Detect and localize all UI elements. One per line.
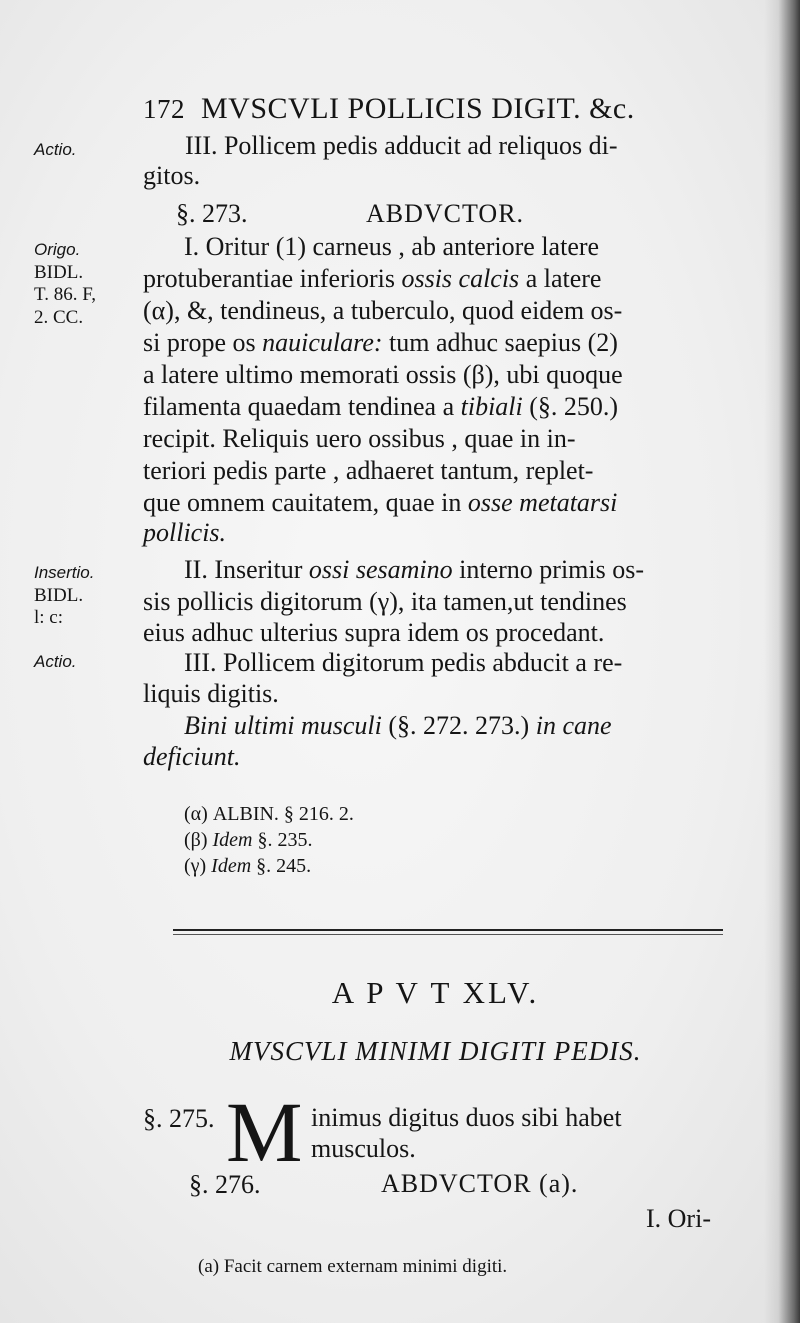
chapter-subtitle: MVSCVLI MINIMI DIGITI PEDIS. [229,1036,642,1066]
text-line: liquis digitis. [143,679,279,708]
margin-note-origo: Origo. [34,240,81,259]
divider-rule [173,929,723,931]
text-span: si prope os [143,328,256,357]
footnote-mark: (β) [184,829,208,851]
footnote-text: Idem [212,829,253,851]
text-span: nauiculare: [262,328,383,357]
divider-rule [173,934,723,935]
text-line [143,392,618,422]
text-span: pollicis. [143,518,227,547]
footnote-mark: (γ) [184,855,207,877]
text-line: recipit. Reliquis uero ossibus , quae in in- [143,424,576,453]
text-span: deficiunt. [143,742,241,771]
text-span: a latere [525,264,602,293]
running-title: MVSCVLI POLLICIS DIGIT. &c. [201,92,635,125]
text-span: osse metatarsi [467,488,618,517]
running-header [143,92,635,126]
text-line [143,264,601,294]
text-line [143,518,226,548]
text-span: (§. 250.) [529,392,619,421]
margin-note-ref: T. 86. F, [34,284,96,305]
text-line [143,328,618,358]
text-span: Bini ultimi musculi [184,711,382,740]
margin-note-actio: Actio. [34,652,77,671]
text-line [143,742,240,772]
text-line: sis pollicis digitorum (γ), ita tamen,ut tendines [143,587,627,616]
text-line: III. Pollicem pedis adducit ad reliquos di- [185,131,618,160]
footnote: (a) Facit carnem externam minimi digiti. [198,1256,508,1277]
page-gutter-shadow [764,0,800,1323]
drop-cap: M [226,1084,303,1180]
text-span: tibiali [460,392,523,421]
text-line: gitos. [143,161,201,190]
text-span: que omnem cauitatem, quae in [143,488,462,517]
section-number: §. 276. [189,1170,261,1199]
text-span: ossis calcis [401,264,520,293]
text-line: musculos. [311,1134,416,1163]
text-span: interno primis os- [459,555,645,584]
footnote-text: ALBIN. § 216. 2. [212,803,354,825]
page-number: 172 [143,94,185,124]
margin-note-bidl: BIDL. [34,585,84,606]
margin-note-insertio: Insertio. [34,563,95,582]
text-line [184,555,644,585]
margin-note-actio: Actio. [34,140,77,159]
footnote-text: §. 245. [256,855,312,877]
margin-note-ref: 2. CC. [34,307,84,328]
catchword: I. Ori- [646,1204,711,1233]
margin-note-ref: l: c: [34,607,64,628]
text-span: protuberantiae inferioris [143,264,395,293]
section-heading: ABDVCTOR. [366,199,525,228]
text-line: III. Pollicem digitorum pedis abducit a re- [184,648,623,677]
text-span: in cane [535,711,612,740]
footnote [184,854,311,878]
section-number: §. 273. [176,199,248,228]
margin-note-bidl: BIDL. [34,262,84,283]
text-line: I. Oritur (1) carneus , ab anteriore latere [184,232,600,261]
footnote-text: §. 235. [257,829,313,851]
text-span: filamenta quaedam tendinea a [143,392,455,421]
text-span: II. Inseritur [184,555,303,584]
footnote [184,802,354,826]
text-span: ossi sesamino [308,555,453,584]
text-line: teriori pedis parte , adhaeret tantum, replet- [143,456,594,485]
text-line [143,488,617,518]
section-number: §. 275. [143,1104,215,1133]
section-heading: ABDVCTOR (a). [381,1169,579,1198]
text-span: (§. 272. 273.) [388,711,530,740]
chapter-title: A P V T XLV. [331,975,540,1010]
text-line: (α), &, tendineus, a tuberculo, quod eidem os- [143,296,623,325]
footnote-mark: (α) [184,803,208,825]
text-line: a latere ultimo memorati ossis (β), ubi quoque [143,360,623,389]
footnote [184,828,312,852]
text-line [184,711,612,741]
text-line: eius adhuc ulterius supra idem os procedant. [143,618,605,647]
text-span: tum adhuc saepius (2) [389,328,618,357]
text-line: inimus digitus duos sibi habet [311,1103,622,1132]
footnote-text: Idem [211,855,252,877]
